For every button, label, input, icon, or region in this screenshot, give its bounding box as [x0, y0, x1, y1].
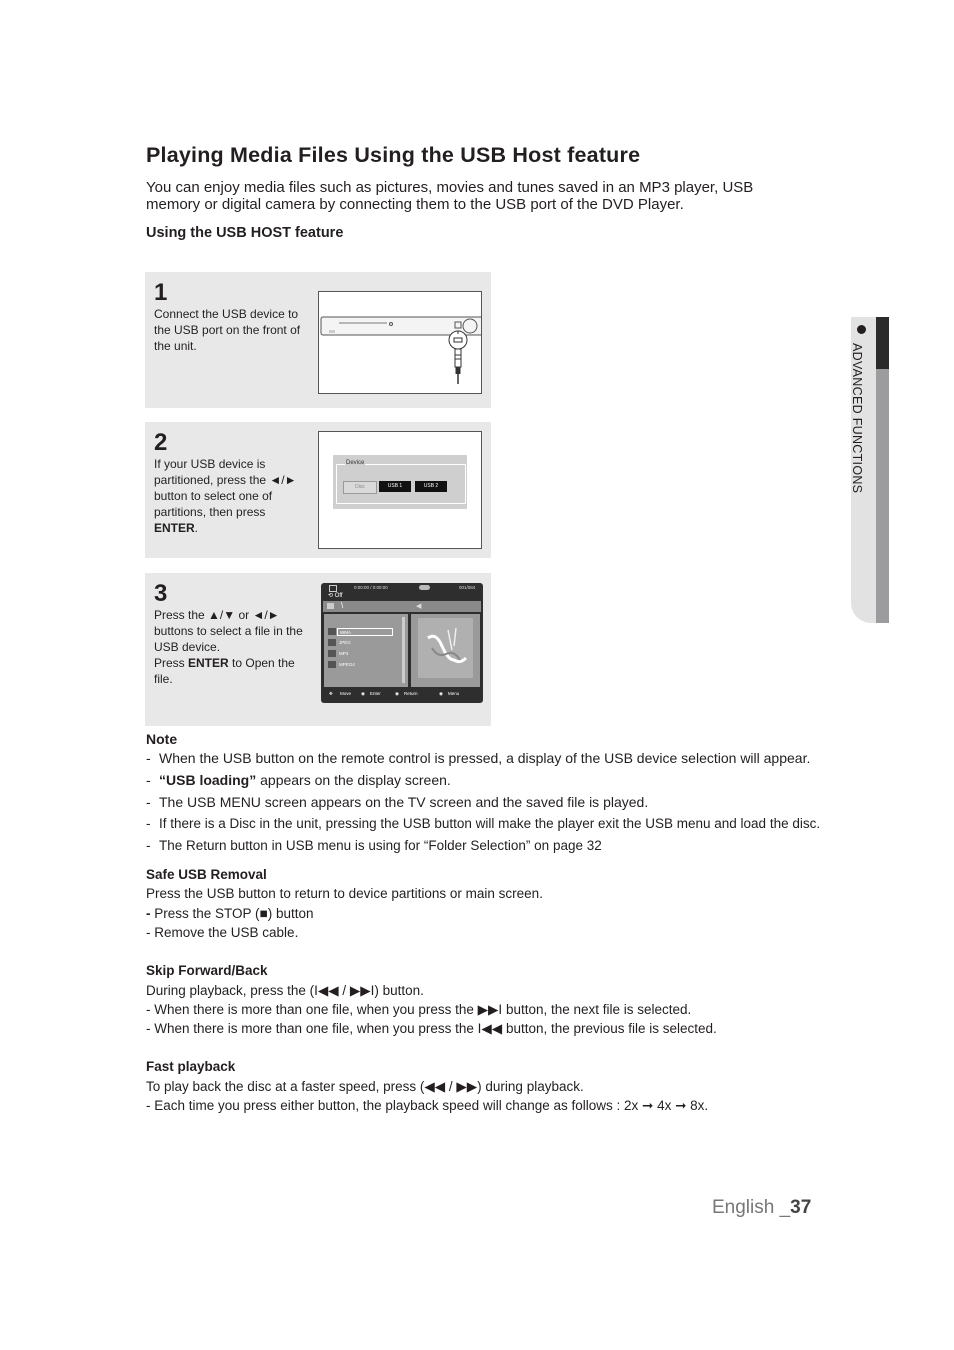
page-title: Playing Media Files Using the USB Host feature: [146, 143, 641, 167]
menu-icon: ◉: [439, 691, 443, 696]
skip-line: - When there is more than one file, when you press the I◀◀ button, the previous file is selected.: [146, 1021, 717, 1036]
page-footer: English _37: [712, 1197, 812, 1218]
safe-removal-title: Safe USB Removal: [146, 867, 267, 882]
time-display: 0:00:00 / 0:00:00: [354, 585, 388, 590]
preview-image-icon: [418, 618, 473, 678]
note-item: - The USB MENU screen appears on the TV screen and the saved file is played.: [146, 794, 649, 810]
fast-line: - Each time you press either button, the playback speed will change as follows : 2x ➞ 4x ➞ 8x.: [146, 1098, 709, 1113]
note-list: [146, 748, 826, 858]
note-title: Note: [146, 731, 178, 747]
section-subtitle: Using the USB HOST feature: [146, 225, 344, 241]
step-number: 3: [154, 580, 168, 607]
return-icon: ◉: [395, 691, 399, 696]
device-option-usb2[interactable]: USB 2: [415, 481, 447, 492]
control-bar: [323, 688, 481, 700]
safe-removal-line: Press the USB button to return to device partitions or main screen.: [146, 886, 543, 901]
step-text: Press the ▲/▼ or ◄/► buttons to select a file in the USB device. Press ENTER to Open the file.: [154, 608, 303, 686]
path-bar: [323, 601, 481, 612]
speaker-icon: ◀: [416, 603, 422, 610]
file-item[interactable]: MPEG4: [339, 662, 355, 667]
note-item: - When the USB button on the remote control is pressed, a display of the USB device selection will appear.: [146, 750, 811, 766]
step-2-panel: [145, 422, 491, 558]
step-text: If your USB device is partitioned, press the ◄/► button to select one of partitions, then press ENTER.: [154, 457, 297, 535]
side-tab-label: ADVANCED FUNCTIONS: [850, 343, 864, 494]
device-label: Device: [346, 460, 365, 466]
safe-removal-line: - Press the STOP (■) button: [146, 906, 314, 921]
scrollbar[interactable]: [402, 617, 405, 683]
current-path: \: [341, 601, 344, 610]
intro-paragraph: You can enjoy media files such as pictures, movies and tunes saved in an MP3 player, USB memory or digital camera by connecting them to the USB port of the DVD Player.: [146, 179, 754, 213]
folder-icon: [328, 628, 336, 635]
repeat-status: ⟲ Off: [328, 593, 343, 599]
enter-icon: ◉: [361, 691, 365, 696]
usb-badge-icon: [419, 585, 430, 590]
disc-icon: [329, 585, 337, 592]
fast-line: To play back the disc at a faster speed, press (◀◀ / ▶▶) during playback.: [146, 1079, 584, 1094]
skip-title: Skip Forward/Back: [146, 963, 268, 978]
dvd-player-illustration: [318, 291, 482, 394]
control-move: Move: [340, 691, 352, 696]
note-item: - “USB loading” appears on the display screen.: [146, 772, 451, 788]
usb-file-browser-screen: [321, 583, 483, 703]
folder-icon: [328, 639, 336, 646]
note-item: - If there is a Disc in the unit, pressing the USB button will make the player exit the USB menu and load the disc.: [146, 816, 821, 831]
preview-pane: [411, 614, 480, 687]
move-icon: ✥: [329, 691, 333, 696]
folder-icon: [327, 603, 334, 609]
safe-removal-line: - Remove the USB cable.: [146, 925, 299, 940]
step-number: 2: [154, 429, 168, 456]
device-option-disc[interactable]: Disc: [343, 481, 377, 494]
bullet-icon: [857, 325, 866, 334]
step-3-panel: [145, 573, 491, 726]
file-list: [324, 614, 408, 687]
dvd-usb-connect-icon: [319, 292, 481, 393]
folder-icon: [328, 650, 336, 657]
step-number: 1: [154, 279, 168, 306]
device-dialog: [333, 455, 467, 509]
folder-icon: [328, 661, 336, 668]
control-menu: Menu: [448, 691, 460, 696]
file-item[interactable]: WMA: [337, 628, 393, 636]
control-return: Return: [404, 691, 418, 696]
control-enter: Enter: [370, 691, 381, 696]
step-text: Connect the USB device to the USB port on the front of the unit.: [154, 307, 301, 353]
skip-line: - When there is more than one file, when you press the ▶▶I button, the next file is selected.: [146, 1002, 692, 1017]
device-option-usb1[interactable]: USB 1: [379, 481, 411, 492]
file-item[interactable]: MP3: [339, 651, 349, 656]
fast-title: Fast playback: [146, 1059, 236, 1074]
repeat-icon: ⟲: [328, 593, 334, 599]
skip-line: During playback, press the (I◀◀ / ▶▶I) button.: [146, 983, 424, 998]
file-item[interactable]: JPEG: [339, 640, 351, 645]
side-tab-marker: [876, 317, 889, 369]
file-counter: 001/084: [459, 585, 476, 590]
note-item: - The Return button in USB menu is using for “Folder Selection” on page 32: [146, 838, 602, 853]
step-1-panel: [145, 272, 491, 408]
device-selection-screen: [318, 431, 482, 549]
